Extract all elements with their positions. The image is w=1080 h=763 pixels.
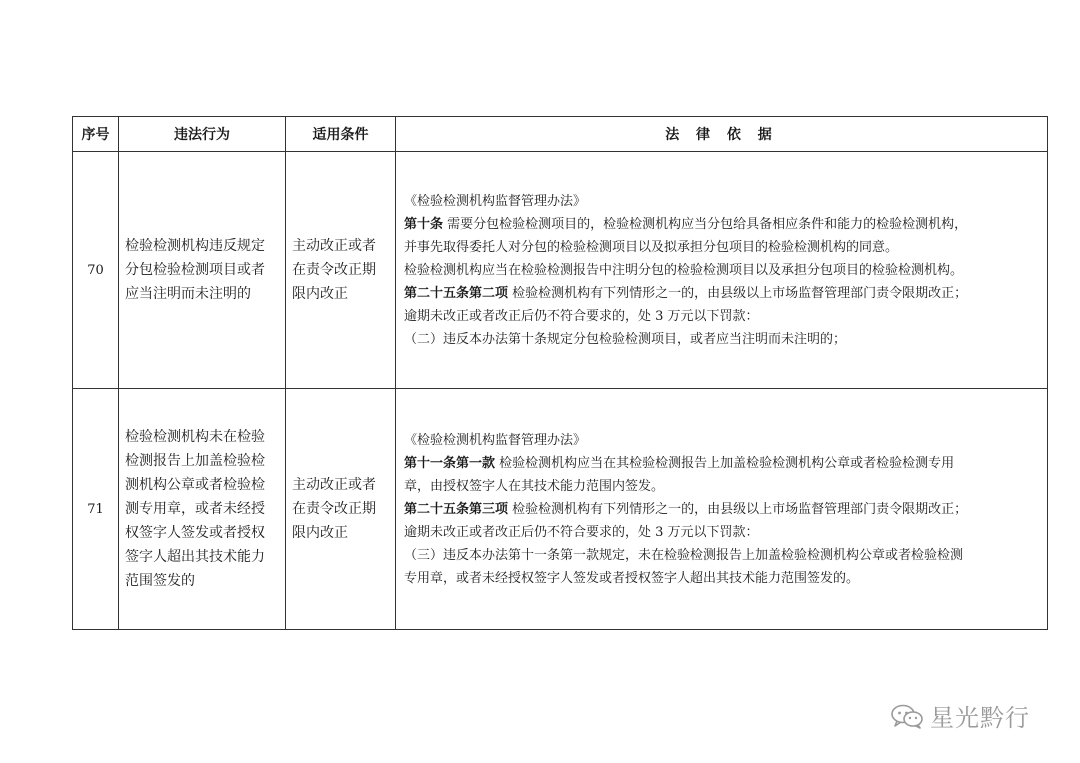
article-ref: 第二十五条第二项 <box>404 285 509 301</box>
header-behavior: 违法行为 <box>119 117 286 152</box>
condition-line: 主动改正或者 <box>292 477 376 493</box>
basis-item-cont: 专用章，或者未经授权签字人签发或者授权签字人超出其技术能力范围签发的。 <box>404 570 860 586</box>
behavior-line: 范围签发的 <box>125 573 195 589</box>
behavior-line: 测专用章，或者未经授 <box>125 501 265 517</box>
article-ref: 第二十五条第三项 <box>404 501 509 517</box>
row-condition <box>286 152 396 389</box>
article-text: 检验检测机构应当在其检验检测报告上加盖检验检测机构公章或者检验检测专用 <box>495 455 955 471</box>
basis-paragraph <box>404 213 1039 236</box>
article-text: 检验检测机构有下列情形之一的，由县级以上市场监督管理部门责令限期改正； <box>508 285 968 301</box>
basis-paragraph <box>404 498 1039 521</box>
behavior-line: 测机构公章或者检验检 <box>125 477 265 493</box>
row-seq: 70 <box>73 152 119 389</box>
row-basis <box>396 389 1048 630</box>
watermark-text: 星光黔行 <box>930 704 1030 732</box>
behavior-line: 检验检测机构未在检验 <box>125 429 265 445</box>
header-condition: 适用条件 <box>286 117 396 152</box>
behavior-line: 分包检验检测项目或者 <box>125 262 265 278</box>
basis-paragraph <box>404 452 1039 475</box>
condition-line: 限内改正 <box>292 286 348 302</box>
header-basis: 法 律 依 据 <box>396 117 1048 152</box>
basis-item: （三）违反本办法第十一条第一款规定，未在检验检测报告上加盖检验检测机构公章或者检验检测 <box>404 547 964 563</box>
table-row <box>73 389 1048 630</box>
article-text: 检验检测机构有下列情形之一的，由县级以上市场监督管理部门责令限期改正； <box>508 501 968 517</box>
row-condition <box>286 389 396 630</box>
basis-paragraph-cont: 逾期未改正或者改正后仍不符合要求的，处 3 万元以下罚款： <box>404 308 759 324</box>
article-text: 需要分包检验检测项目的，检验检测机构应当分包给具备相应条件和能力的检验检测机构， <box>443 216 968 232</box>
header-seq: 序号 <box>73 117 119 152</box>
basis-item: （二）违反本办法第十条规定分包检验检测项目，或者应当注明而未注明的； <box>404 331 847 347</box>
condition-line: 在责令改正期 <box>292 501 376 517</box>
behavior-line: 检测报告上加盖检验检 <box>125 453 265 469</box>
condition-line: 限内改正 <box>292 525 348 541</box>
article-ref: 第十条 <box>404 216 444 232</box>
wechat-icon <box>890 703 924 729</box>
law-table <box>72 116 1048 630</box>
basis-paragraph-cont: 章，由授权签字人在其技术能力范围内签发。 <box>404 478 665 494</box>
basis-paragraph <box>404 282 1039 305</box>
row-seq: 71 <box>73 389 119 630</box>
article-ref: 第十一条第一款 <box>404 455 496 471</box>
row-behavior <box>119 152 286 389</box>
behavior-line: 签字人超出其技术能力 <box>125 549 265 565</box>
basis-paragraph: 检验检测机构应当在检验检测报告中注明分包的检验检测项目以及承担分包项目的检验检测机构。 <box>404 262 964 278</box>
watermark <box>890 698 1030 733</box>
row-basis <box>396 152 1048 389</box>
behavior-line: 权签字人签发或者授权 <box>125 525 265 541</box>
behavior-line: 检验检测机构违反规定 <box>125 238 265 254</box>
condition-line: 主动改正或者 <box>292 238 376 254</box>
behavior-line: 应当注明而未注明的 <box>125 286 251 302</box>
header-row <box>73 117 1048 152</box>
basis-source: 《检验检测机构监督管理办法》 <box>404 432 587 448</box>
basis-source: 《检验检测机构监督管理办法》 <box>404 193 587 209</box>
basis-paragraph-cont: 并事先取得委托人对分包的检验检测项目以及拟承担分包项目的检验检测机构的同意。 <box>404 239 899 255</box>
condition-line: 在责令改正期 <box>292 262 376 278</box>
row-behavior <box>119 389 286 630</box>
table-row <box>73 152 1048 389</box>
basis-paragraph-cont: 逾期未改正或者改正后仍不符合要求的，处 3 万元以下罚款： <box>404 524 759 540</box>
